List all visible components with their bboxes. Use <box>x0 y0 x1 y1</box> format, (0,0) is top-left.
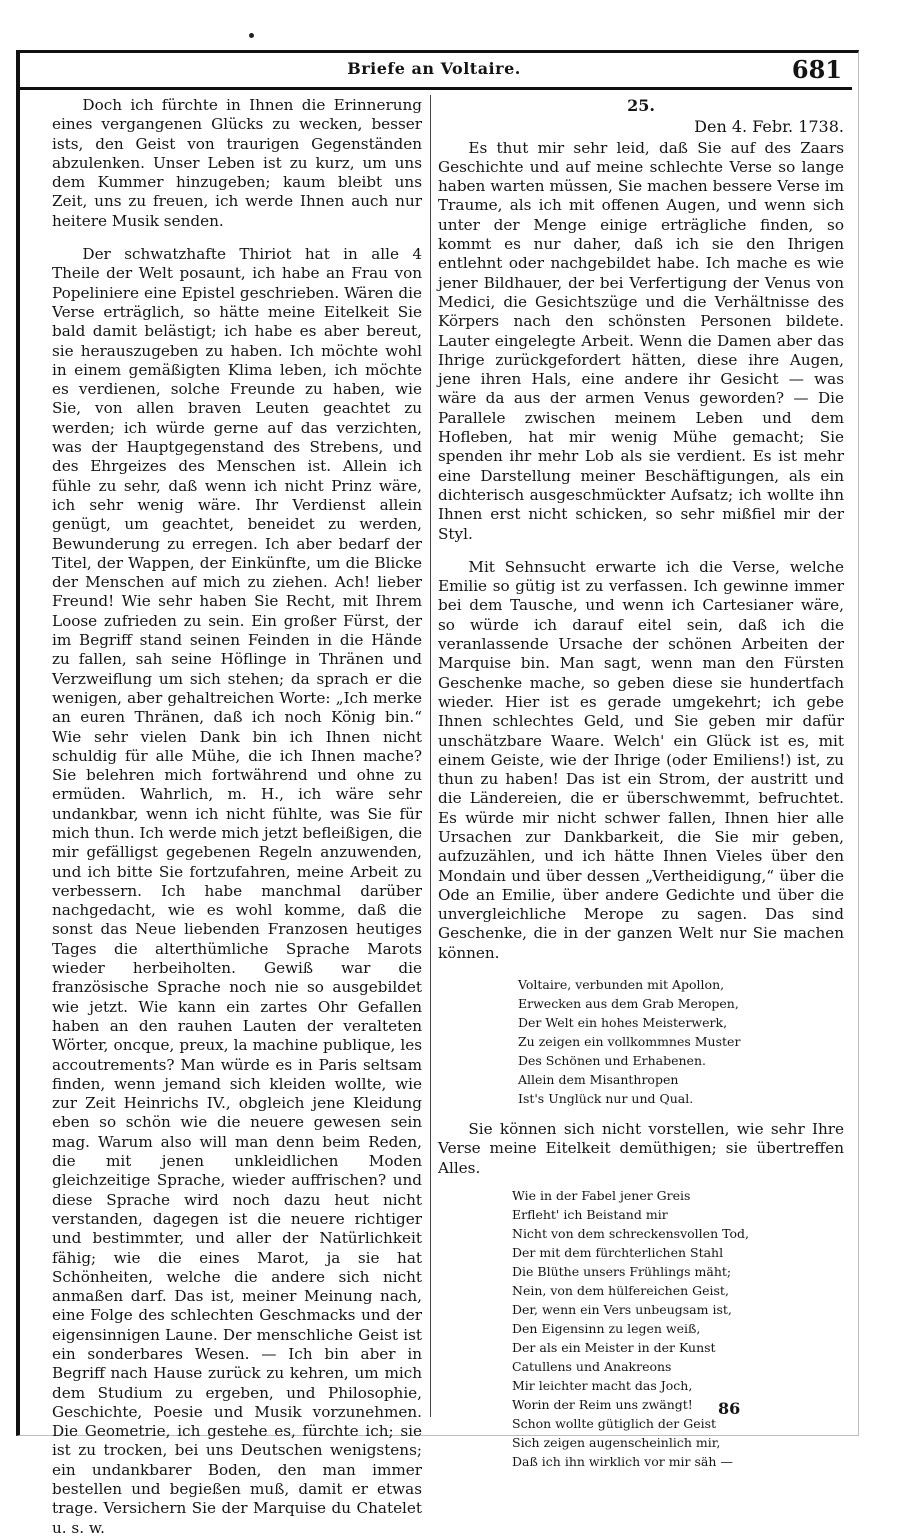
running-title: Briefe an Voltaire. <box>347 59 521 78</box>
column-divider <box>430 95 431 1417</box>
verse-line: Worin der Reim uns zwängt! <box>512 1396 693 1412</box>
verse-line: Nicht von dem schreckensvollen Tod, <box>512 1225 749 1241</box>
verse-line: Der als ein Meister in der Kunst <box>512 1339 716 1355</box>
letter-date: Den 4. Febr. 1738. <box>694 117 844 137</box>
page-header <box>16 55 852 90</box>
right-paragraph-3: Sie können sich nicht vorstellen, wie sehr Ihre Verse meine Eitelkeit demüthigen; sie übertreffen Alles. <box>438 1120 844 1177</box>
verse-line: Der mit dem fürchterlichen Stahl <box>512 1244 724 1260</box>
right-paragraph-1: Es thut mir sehr leid, daß Sie auf des Zaars Geschichte und auf meine schlechte Verse so lange haben warten müssen, Sie machen bessere Verse im Traume, als ich mit offenen Augen, und wenn sich unter der Menge einige erträgliche finden, so kommt es nur daher, daß ich sie den Ihrigen entlehnt oder nachgebildet habe. Ich mache es wie jener Bildhauer, der bei Verfertigung der Venus von Medici, die Gesichtszüge und die Verhältnisse des Körpers nach den schönsten Personen bildete. Lauter eingelegte Arbeit. Wenn die Damen aber das Ihrige zurückgefordert hätten, diese ihre Augen, jene ihren Hals, eine andere ihr Gesicht — was wäre da aus der armen Venus geworden? — Die Parallele zwischen meinem Leben und dem Hofleben, hat mir wenig Mühe gemacht; Sie spenden ihr mehr Lob als sie verdient. Es ist mehr eine Darstellung meiner Beschäftigungen, als ein dichterisch ausgeschmückter Aufsatz; ich wollte ihn Ihnen erst nicht schicken, so sehr mißfiel mir der Styl. <box>438 138 844 543</box>
verse-line: Sich zeigen augenscheinlich mir, <box>512 1434 721 1450</box>
right-column <box>438 96 844 1483</box>
verse-line: Schon wollte gütiglich der Geist <box>512 1415 717 1431</box>
verse-line: Des Schönen und Erhabenen. <box>518 1053 706 1069</box>
left-column <box>52 96 422 1538</box>
verse-line: Erwecken aus dem Grab Meropen, <box>518 996 739 1012</box>
right-paragraph-2: Mit Sehnsucht erwarte ich die Verse, welche Emilie so gütig ist zu verfassen. Ich gewinne immer bei dem Tausche, und wenn ich Cartesianer wäre, so würde ich darauf eitel sein, daß ich die veranlassende Ursache der schönen Arbeiten der Marquise bin. Man sagt, wenn man den Fürsten Geschenke mache, so geben diese sie hundertfach wieder. Hier ist es gerade umgekehrt; ich gebe Ihnen schlechtes Geld, und Sie geben mir dafür unschätzbare Waare. Welch' ein Glück ist es, mit einem Geiste, wie der Ihrige (oder Emiliens!) ist, zu thun zu haben! Das ist ein Strom, der austritt und die Ländereien, die er überschwemmt, befruchtet. Es würde mir nicht schwer fallen, Ihnen hier alle Ursachen zur Dankbarkeit, die Sie mir geben, aufzuzählen, und ich hätte Ihnen Vieles über den Mondain und über dessen „Vertheidigung,“ über die Ode an Emilie, über andere Gedichte und über die unvergleichliche Merope zu sagen. Das sind Geschenke, die in der ganzen Welt nur Sie machen können. <box>438 557 844 962</box>
verse-line: Der Welt ein hohes Meisterwerk, <box>518 1015 728 1031</box>
left-paragraph-1: Doch ich fürchte in Ihnen die Erinnerung eines vergangenen Glücks zu wecken, besser ists, den Geist von traurigen Gegenständen abzulenken. Unser Leben ist zu kurz, um uns dem Kummer hinzugeben; kaum bleibt uns Zeit, uns zu freuen, ich werde Ihnen auch nur heitere Musik senden. <box>52 96 422 230</box>
left-paragraph-2: Der schwatzhafte Thiriot hat in alle 4 Theile der Welt posaunt, ich habe an Frau von Popeliniere eine Epistel geschrieben. Wären die Verse erträglich, so hätte meine Eitelkeit Sie bald damit belästigt; ich habe es aber bereut, sie herauszugeben zu haben. Ich möchte wohl in einem gemäßigten Klima leben, ich möchte es verdienen, solche Freunde zu haben, wie Sie, von allen braven Leuten geachtet zu werden; ich würde gerne auf das verzichten, was der Hauptgegenstand des Strebens, und des Ehrgeizes des Menschen ist. Allein ich fühle zu sehr, daß wenn ich nicht Prinz wäre, ich sehr wenig wäre. Ihr Verdienst allein genügt, um geachtet, beneidet zu werden, Bewunderung zu erregen. Ich aber bedarf der Titel, der Wappen, der Einkünfte, um die Blicke der Menschen auf mich zu ziehen. Ach! lieber Freund! Wie sehr haben Sie Recht, mit Ihrem Loose zufrieden zu sein. Ein großer Fürst, der im Begriff stand seinen Feinden in die Hände zu fallen, sah seine Höflinge in Thränen und Verzweiflung um sich stehen; da sprach er die wenigen, aber gehaltreichen Worte: „Ich merke an euren Thränen, daß ich noch König bin.“ Wie sehr vielen Dank bin ich Ihnen nicht schuldig für alle Mühe, die ich Ihnen mache? Sie belehren mich fortwährend und ohne zu ermüden. Wahrlich, m. H., ich wäre sehr undankbar, wenn ich nicht fühlte, was Sie für mich thun. Ich werde mich jetzt befleißigen, die mir gefälligst gegebenen Regeln anzuwenden, und ich bitte Sie fortzufahren, meine Arbeit zu verbessern. Ich habe manchmal darüber nachgedacht, wie es wohl komme, daß die sonst das Neue liebenden Franzosen heutiges Tages die alterthümliche Sprache Marots wieder herbeiholten. Gewiß war die französische Sprache noch nie so ausgebildet wie jetzt. Wie kann ein zartes Ohr Gefallen haben an den rauhen Lauten der veralteten Wörter, oncque, preux, la machine publique, les accoutrements? Man würde es in Paris seltsam finden, wenn jemand sich kleiden wollte, wie zur Zeit Heinrichs IV., obgleich jene Kleidung eben so schön wie die neuere gewesen sein mag. Warum also will man denn beim Reden, die mit jenen unkleidlichen Moden gleichzeitige Sprache, wieder auffrischen? und diese Sprache wird noch dazu heut nicht verstanden, dagegen ist die neuere richtiger und bestimmter, und aller der Natürlichkeit fähig; wie die eines Marot, ja sie hat Schönheiten, welche die andere sich nicht anmaßen darf. Das ist, meiner Meinung nach, eine Folge des schlechten Geschmacks und der eigensinnigen Laune. Der menschliche Geist ist ein sonderbares Wesen. — Ich bin aber in Begriff nach Hause zurück zu kehren, um mich dem Studium zu ergeben, und Philosophie, Geschichte, Poesie und Musik vorzunehmen. Die Geometrie, ich gestehe es, fürchte ich; sie ist zu trocken, bei uns Deutschen wenigstens; ein undankbarer Boden, den man immer bestellen und begießen muß, damit er etwas trage. Versichern Sie der Marquise du Chatelet u. s. w. <box>52 245 422 1537</box>
ink-speck <box>249 33 254 38</box>
verse-line: Daß ich ihn wirklich vor mir säh — <box>512 1453 733 1469</box>
verse-line: Die Blüthe unsers Frühlings mäht; <box>512 1263 732 1279</box>
verse-line: Den Eigensinn zu legen weiß, <box>512 1320 701 1336</box>
verse-line: Wie in der Fabel jener Greis <box>512 1187 691 1203</box>
signature-mark: 86 <box>718 1399 741 1418</box>
verse-line: Der, wenn ein Vers unbeugsam ist, <box>512 1301 732 1317</box>
verse-line: Allein dem Misanthropen <box>518 1072 679 1088</box>
verse-line: Mir leichter macht das Joch, <box>512 1377 693 1393</box>
verse-line: Zu zeigen ein vollkommnes Muster <box>518 1034 741 1050</box>
verse-block-2 <box>512 1186 844 1471</box>
verse-line: Nein, von dem hülfereichen Geist, <box>512 1282 729 1298</box>
letter-number: 25. <box>627 96 655 115</box>
verse-line: Voltaire, verbunden mit Apollon, <box>518 977 725 993</box>
verse-line: Ist's Unglück nur und Qual. <box>518 1091 694 1107</box>
verse-block-1 <box>518 975 844 1108</box>
page-number: 681 <box>791 55 842 84</box>
verse-line: Erfleht' ich Beistand mir <box>512 1206 668 1222</box>
verse-line: Catullens und Anakreons <box>512 1358 672 1374</box>
